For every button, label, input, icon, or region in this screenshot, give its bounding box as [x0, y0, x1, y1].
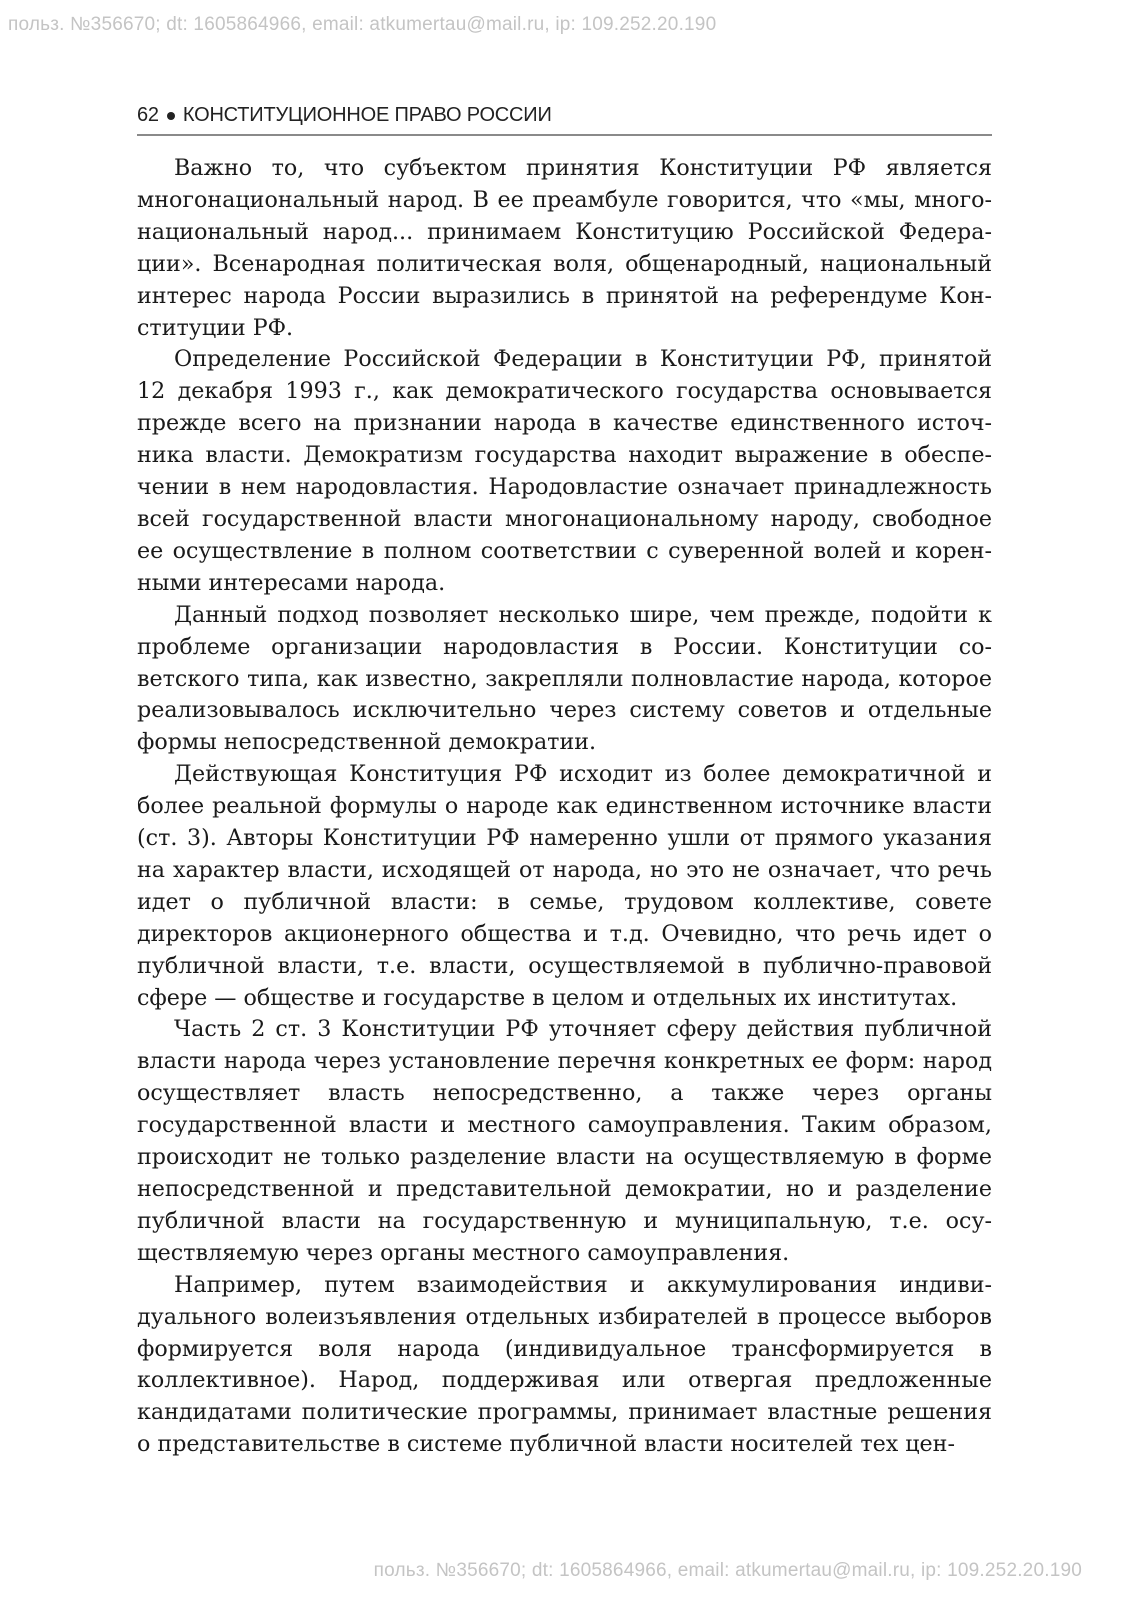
running-head [137, 104, 992, 136]
paragraph: Действующая Конституция РФ исходит из более демократичной и более реальной формулы о народе как единственном источнике власти (ст. 3). Авторы Конституции РФ намеренно ушли от прямого указания на характер власти, исходящей от народа, но это не означает, что речь идет о публичной власти: в семье, трудовом коллективе, совете директоров акционерного общества и т.д. Очевидно, что речь идет о публичной власти, т.е. власти, осуществляемой в публично-правовой сфере — обществе и государстве в целом и отдельных их институтах. [137, 761, 992, 1011]
page-number: 62 [137, 104, 159, 126]
watermark-bottom: польз. №356670; dt: 1605864966, email: atkumertau@mail.ru, ip: 109.252.20.190 [373, 1560, 1082, 1581]
watermark-top: польз. №356670; dt: 1605864966, email: atkumertau@mail.ru, ip: 109.252.20.190 [8, 14, 717, 35]
paragraph: Часть 2 ст. 3 Конституции РФ уточняет сферу действия публичной власти народа через установление перечня конкретных ее форм: народ осуществляет власть непосредственно, а также через органы государственной власти и местного самоуправления. Таким образом, происходит не только разделение власти на осуществляемую в форме непосредственной и представительной демократии, но и разделение публичной власти на государственную и муниципальную, т.е. осуществляемую через органы местного самоуправления. [137, 1016, 992, 1266]
bullet-icon [167, 112, 175, 120]
paragraph: Определение Российской Федерации в Конституции РФ, принятой 12 декабря 1993 г., как демократического государства основывается прежде всего на признании народа в качестве единственного источника власти. Демократизм государства находит выражение в обеспечении в нем народовластия. Народовластие означает принадлежность всей государственной власти многонациональному народу, свободное ее осуществление в полном соответствии с суверенной волей и коренными интересами народа. [137, 346, 992, 596]
paragraph: Данный подход позволяет несколько шире, чем прежде, подойти к проблеме организации народовластия в России. Конституции советского типа, как известно, закрепляли полновластие народа, которое реализовывалось исключительно через систему советов и отдельные формы непосредственной демократии. [137, 601, 992, 756]
body-text [137, 153, 992, 1461]
running-title: КОНСТИТУЦИОННОЕ ПРАВО РОССИИ [182, 104, 552, 126]
paragraph: Например, путем взаимодействия и аккумулирования индивидуального волеизъявления отдельных избирателей в процессе выборов формируется воля народа (индивидуальное трансформируется в коллективное). Народ, поддерживая или отвергая предложенные кандидатами политические программы, принимает властные решения о представительстве в системе публичной власти носителей тех цен- [137, 1271, 992, 1458]
paragraph: Важно то, что субъектом принятия Конституции РФ является многонациональный народ. В ее преамбуле говорится, что «мы, многонациональный народ... принимаем Конституцию Российской Федерации». Всенародная политическая воля, общенародный, национальный интерес народа России выразились в принятой на референдуме Конституции РФ. [137, 155, 992, 341]
